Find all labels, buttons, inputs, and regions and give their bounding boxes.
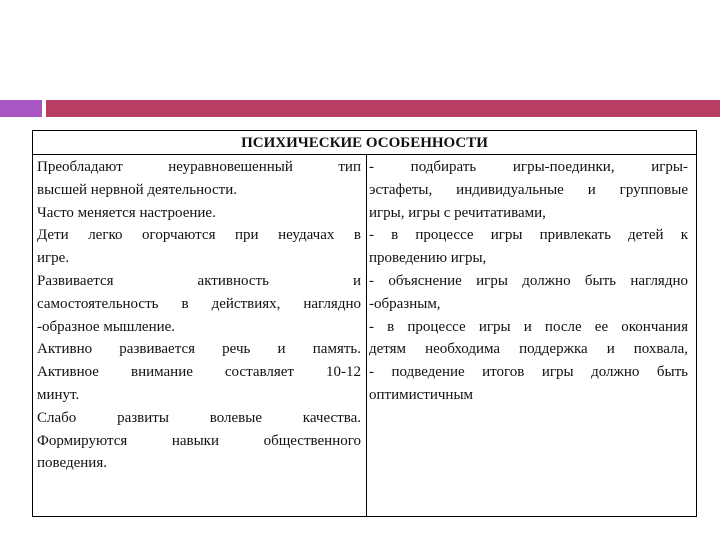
text-line: игры, игры с речитативами, bbox=[369, 204, 546, 221]
text-line: - в процессе игры и после ее окончания bbox=[369, 318, 688, 335]
text-line: - подведение итогов игры должно быть bbox=[369, 364, 688, 381]
text-line: - подбирать игры-поединки, игры- bbox=[369, 159, 688, 175]
column-characteristics bbox=[33, 155, 367, 516]
text-line: -образным, bbox=[369, 295, 441, 312]
text-line: Слабо развиты волевые качества. bbox=[37, 409, 361, 426]
text-line: Дети легко огорчаются при неудачах в bbox=[37, 227, 361, 244]
text-line: проведению игры, bbox=[369, 250, 487, 267]
text-line: Развивается активность и bbox=[37, 272, 361, 289]
text-line: - объяснение игры должно быть наглядно bbox=[369, 272, 688, 289]
table-body bbox=[33, 155, 696, 516]
text-line: игре. bbox=[37, 250, 70, 267]
text-line: Активное внимание составляет 10-12 bbox=[37, 364, 361, 381]
accent-bar-crimson bbox=[46, 100, 720, 117]
text-line: -образное мышление. bbox=[37, 318, 176, 335]
column-recommendations bbox=[367, 155, 696, 516]
text-line: оптимистичным bbox=[369, 386, 474, 403]
text-line: - в процессе игры привлекать детей к bbox=[369, 227, 688, 244]
text-line: высшей нервной деятельности. bbox=[37, 181, 237, 198]
text-line: самостоятельность в действиях, наглядно bbox=[37, 295, 361, 312]
accent-bar-purple bbox=[0, 100, 42, 117]
text-line: эстафеты, индивидуальные и групповые bbox=[369, 181, 688, 198]
table-header: ПСИХИЧЕСКИЕ ОСОБЕННОСТИ bbox=[33, 131, 696, 155]
text-line: Часто меняется настроение. bbox=[37, 204, 216, 221]
text-line: Преобладают неуравновешенный тип bbox=[37, 159, 361, 175]
text-line: поведения. bbox=[37, 455, 107, 472]
text-line: Формируются навыки общественного bbox=[37, 432, 361, 449]
text-line: минут. bbox=[37, 386, 80, 403]
psychological-features-table bbox=[32, 130, 697, 517]
text-line: детям необходима поддержка и похвала, bbox=[369, 341, 688, 358]
text-line: Активно развивается речь и память. bbox=[37, 341, 361, 358]
